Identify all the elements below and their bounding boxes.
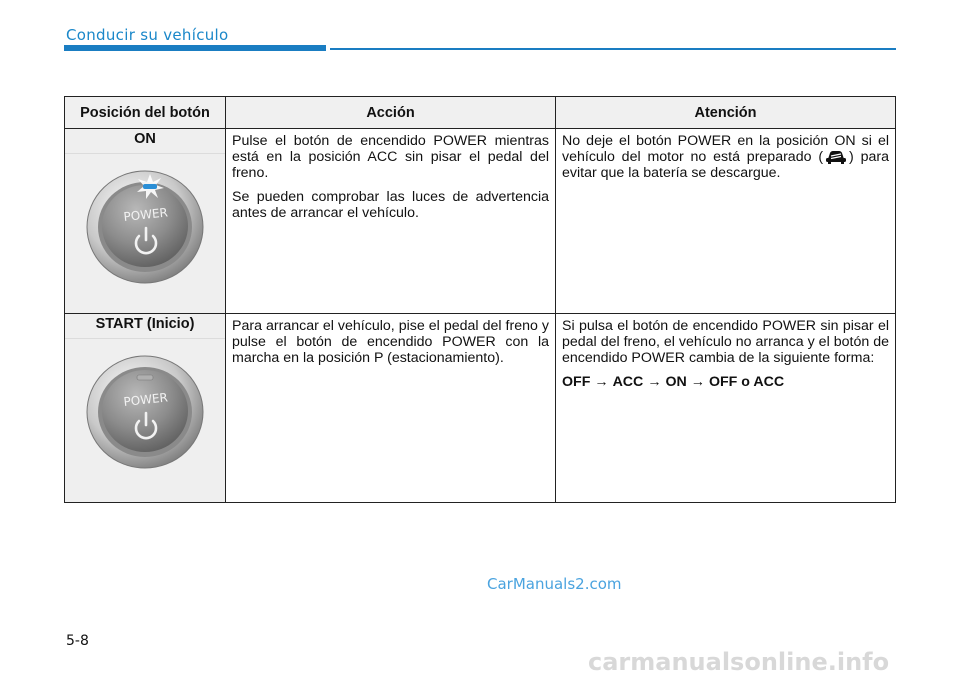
state-sequence: OFF → ACC → ON → OFF o ACC: [562, 374, 785, 390]
page-number: 5-8: [66, 633, 89, 649]
action-text: Se pueden comprobar las luces de advertencia antes de arrancar el vehículo.: [232, 189, 549, 221]
position-cell: [65, 314, 226, 503]
power-text: POWER: [122, 390, 169, 409]
caution-cell: [556, 129, 896, 314]
header-rule-thick: [64, 45, 326, 51]
action-text: Pulse el botón de encendido POWER mientras está en la posición ACC sin pisar el pedal del freno.: [232, 133, 549, 181]
action-cell: [226, 314, 556, 503]
caution-text: No deje el botón POWER en la posición ON si el vehículo del motor no está preparado ( ) para evitar que la batería se descargue.: [562, 133, 889, 182]
footer-watermark: carmanualsonline.info: [588, 648, 890, 676]
table-row: [65, 314, 896, 503]
power-button-table: [64, 96, 896, 503]
col-header-action: Acción: [226, 97, 556, 129]
caution-cell: [556, 314, 896, 503]
col-header-position: Posición del botón: [65, 97, 226, 129]
section-title: Conducir su vehículo: [66, 26, 229, 44]
table-header-row: [65, 97, 896, 129]
position-label: START (Inicio): [65, 314, 225, 339]
power-button-lit-icon: [84, 164, 206, 286]
table-row: [65, 129, 896, 314]
action-cell: [226, 129, 556, 314]
ready-car-icon: [825, 149, 847, 165]
caution-text: Si pulsa el botón de encendido POWER sin pisar el pedal del freno, el vehículo no arranca y el botón de encendido POWER cambia de la siguiente forma:: [562, 318, 889, 366]
position-cell: [65, 129, 226, 314]
header-rule-thin: [330, 48, 896, 50]
watermark-link[interactable]: CarManuals2.com: [487, 575, 622, 593]
power-button-icon: [84, 349, 206, 471]
action-text: Para arrancar el vehículo, pise el pedal del freno y pulse el botón de encendido POWER con la marcha en la posición P (estacionamiento).: [232, 318, 549, 366]
col-header-caution: Atención: [556, 97, 896, 129]
position-label: ON: [65, 129, 225, 154]
power-text: POWER: [122, 205, 169, 224]
